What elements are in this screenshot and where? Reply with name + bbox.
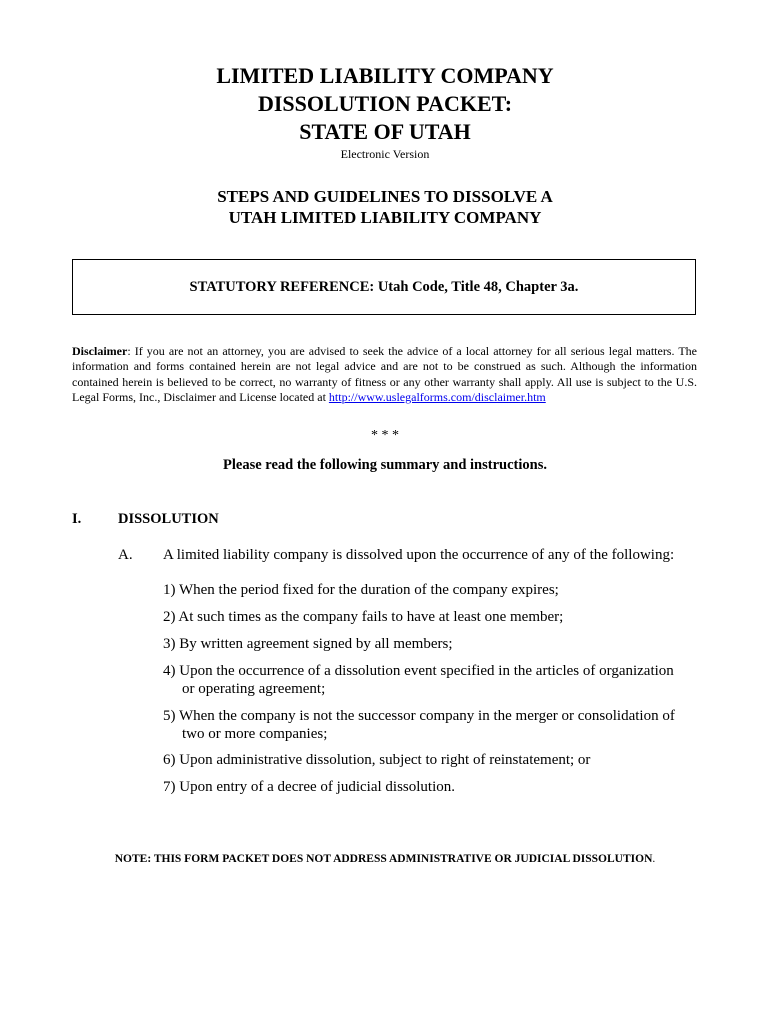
list-item-text: 1) When the period fixed for the duration of the company expires; (163, 582, 559, 598)
list-item-text: 3) By written agreement signed by all members; (163, 636, 453, 652)
section-title: DISSOLUTION (118, 511, 219, 527)
list-item-text: 7) Upon entry of a decree of judicial dissolution. (163, 779, 456, 795)
title-line-2: DISSOLUTION PACKET: (257, 91, 513, 116)
note-tail: . (652, 853, 656, 865)
note-text (0, 853, 770, 865)
list-item-text: 5) When the company is not the successor company in the merger or consolidation of (163, 708, 675, 724)
list-item-text: 2) At such times as the company fails to have at least one member; (163, 609, 564, 625)
document-title (0, 62, 770, 161)
section-number: I. (72, 511, 82, 527)
disclaimer-text: : If you are not an attorney, you are advised to seek the advice of a local attorney for all serious legal matters. The information and forms contained herein are not legal advice and are not to be construed as such. Although the information contained herein is believed to be correct, no warranty of fitness or any other warranty shall apply. All use is subject to the U.S. Legal Forms, Inc., Disclaimer and License located at (72, 344, 697, 404)
note-bold: NOTE: THIS FORM PACKET DOES NOT ADDRESS ADMINISTRATIVE OR JUDICIAL DISSOLUTION (114, 853, 653, 865)
document-subtitle: Electronic Version (340, 147, 430, 161)
title-line-3: STATE OF UTAH (299, 119, 471, 144)
list-item (163, 707, 703, 743)
steps-line-2: UTAH LIMITED LIABILITY COMPANY (228, 208, 542, 227)
steps-line-1: STEPS AND GUIDELINES TO DISSOLVE A (217, 187, 553, 206)
list-item (163, 581, 703, 599)
list-item-continuation: two or more companies; (182, 726, 328, 742)
separator-stars: * * * (371, 428, 399, 443)
subsection-label: A. (118, 547, 133, 563)
title-line-1: LIMITED LIABILITY COMPANY (216, 63, 554, 88)
list-item (163, 635, 703, 653)
subsection-text: A limited liability company is dissolved upon the occurrence of any of the following: (163, 547, 675, 563)
list-item (163, 778, 703, 796)
disclaimer-link[interactable]: http://www.uslegalforms.com/disclaimer.htm (328, 389, 546, 404)
list-item (163, 751, 703, 769)
statutory-reference-text: STATUTORY REFERENCE: Utah Code, Title 48, Chapter 3a. (189, 278, 579, 295)
disclaimer-label: Disclaimer (72, 344, 128, 358)
list-item (163, 662, 703, 698)
steps-heading (0, 186, 770, 228)
list-item (163, 608, 703, 626)
statutory-reference-box (72, 259, 696, 315)
list-item-text: 4) Upon the occurrence of a dissolution event specified in the articles of organization (163, 663, 674, 679)
list-item-text: 6) Upon administrative dissolution, subject to right of reinstatement; or (163, 752, 591, 768)
disclaimer-paragraph (72, 344, 697, 405)
read-notice: Please read the following summary and instructions. (223, 457, 547, 473)
list-item-continuation: or operating agreement; (182, 681, 326, 697)
